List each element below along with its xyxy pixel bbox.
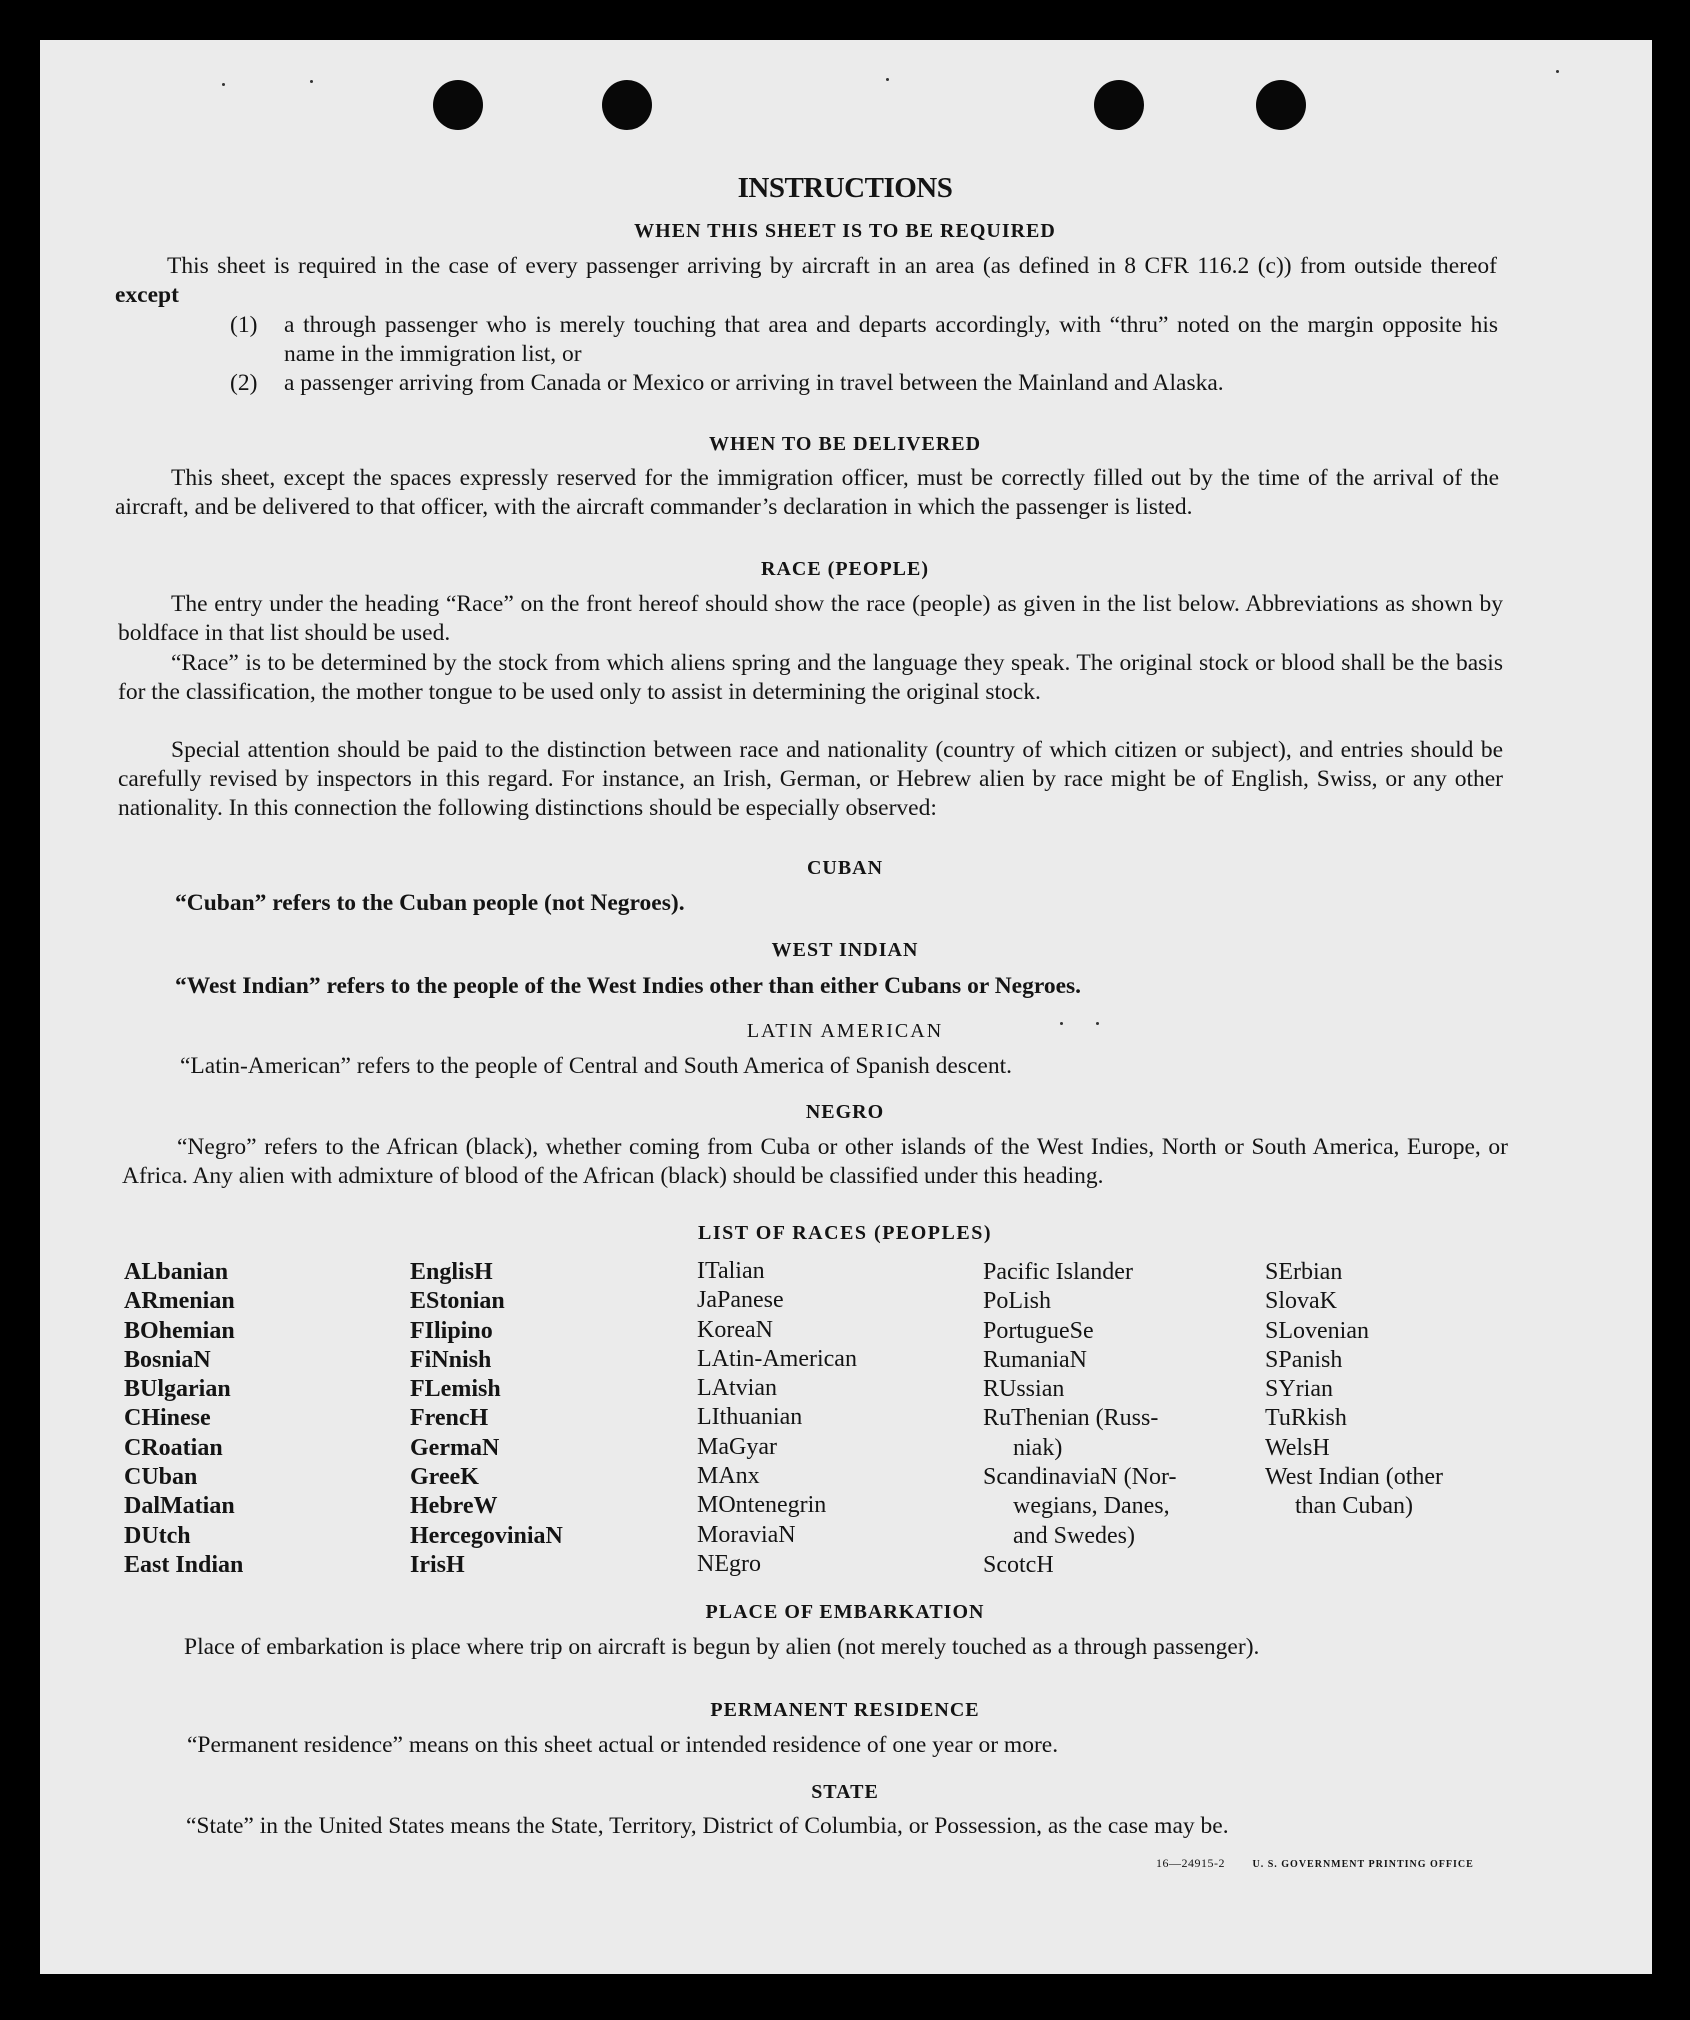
race-item: FIlipino (410, 1317, 493, 1344)
heading-when-delivered: WHEN TO BE DELIVERED (708, 433, 982, 455)
paragraph-west-indian: “West Indian” refers to the people of the West Indies other than either Cubans or Negroes. (175, 973, 1082, 999)
race-item: LAtin-American (697, 1345, 857, 1372)
race-item: ScandinaviaN (Nor- (983, 1464, 1177, 1491)
race-item-continuation: niak) (1013, 1434, 1063, 1461)
race-item: FiNnish (410, 1346, 492, 1373)
races-column-1 (124, 1258, 243, 1580)
race-item: TuRkish (1265, 1405, 1347, 1432)
item-number: (1) (230, 312, 258, 338)
race-item: SYrian (1265, 1376, 1333, 1403)
binder-hole (602, 80, 652, 130)
race-item: DUtch (124, 1522, 191, 1549)
required-item-2 (284, 369, 1498, 398)
race-item: ScotcH (983, 1551, 1054, 1578)
race-item: EnglisH (410, 1259, 493, 1285)
heading-state: STATE (811, 1781, 879, 1803)
item-number: (2) (230, 370, 258, 396)
race-item: ALbanian (124, 1259, 229, 1285)
paper-speck (222, 83, 225, 86)
required-item-1 (284, 311, 1498, 369)
binder-hole (1094, 80, 1144, 130)
race-item: RuThenian (Russ- (983, 1405, 1159, 1432)
race-item: HebreW (410, 1493, 498, 1520)
race-item: CUban (124, 1464, 198, 1491)
page-title: INSTRUCTIONS (737, 172, 953, 204)
race-item: KoreaN (697, 1316, 773, 1343)
race-item: GermaN (410, 1434, 500, 1461)
race-item: RUssian (983, 1376, 1065, 1403)
heading-west-indian: WEST INDIAN (771, 939, 919, 961)
paragraph-race-1: The entry under the heading “Race” on the front hereof should show the race (people) as given in the list below. Abbreviations as shown by boldface in that list should be used. (118, 591, 1503, 646)
heading-when-required: WHEN THIS SHEET IS TO BE REQUIRED (634, 220, 1056, 242)
race-item: FrencH (410, 1405, 489, 1432)
race-item: SErbian (1265, 1259, 1343, 1285)
heading-permanent-residence: PERMANENT RESIDENCE (710, 1699, 980, 1721)
race-item: BosniaN (124, 1346, 211, 1373)
race-item: BOhemian (124, 1317, 235, 1344)
races-column-4 (983, 1258, 1176, 1580)
paragraph-cuban: “Cuban” refers to the Cuban people (not Negroes). (175, 890, 685, 916)
race-item-continuation: than Cuban) (1295, 1493, 1413, 1520)
paragraph-residence: “Permanent residence” means on this sheet actual or intended residence of one year or more. (187, 1732, 1059, 1758)
race-item: MoraviaN (697, 1521, 796, 1548)
races-column-2 (410, 1258, 563, 1580)
paragraph-negro: “Negro” refers to the African (black), whether coming from Cuba or other islands of the West Indies, North or South America, Europe, or Africa. Any alien with admixture of blood of the African (black) should be classified under this heading. (122, 1134, 1508, 1189)
paragraph-race-2: “Race” is to be determined by the stock from which aliens spring and the language they speak. The original stock or blood shall be the basis for the classification, the mother tongue to be used only to assist in determining the original stock. (118, 650, 1503, 705)
paragraph-state: “State” in the United States means the State, Territory, District of Columbia, or Possession, as the case may be. (186, 1813, 1229, 1839)
race-item: West Indian (other (1265, 1464, 1444, 1491)
heading-list-of-races: LIST OF RACES (PEOPLES) (697, 1222, 992, 1244)
race-item: BUlgarian (124, 1376, 231, 1403)
race-item: PortugueSe (983, 1317, 1094, 1344)
race-item: SPanish (1265, 1346, 1343, 1373)
footer-print-line (1156, 1856, 1474, 1871)
race-item: FLemish (410, 1376, 501, 1403)
races-column-5 (1265, 1258, 1443, 1522)
required-intro-text: This sheet is required in the case of every passenger arriving by aircraft in an area (as defined in 8 CFR 116.2 (c)) from outside thereof (167, 253, 1497, 279)
race-item: NEgro (697, 1550, 761, 1577)
paper-speck (310, 80, 313, 83)
race-item: WelsH (1265, 1434, 1330, 1461)
binder-hole (1256, 80, 1306, 130)
paragraph-delivered: This sheet, except the spaces expressly reserved for the immigration officer, must be correctly filled out by the time of the arrival of the aircraft, and be delivered to that officer, with the aircraft commander’s declaration in which the passenger is listed. (115, 465, 1499, 520)
race-item: SLovenian (1265, 1317, 1369, 1344)
race-item: HercegoviniaN (410, 1522, 563, 1549)
required-intro-emphasis: except (115, 282, 179, 308)
heading-cuban: CUBAN (806, 857, 884, 879)
race-item: LIthuanian (697, 1404, 803, 1431)
race-item-continuation: and Swedes) (1013, 1522, 1135, 1549)
race-item: MOntenegrin (697, 1492, 827, 1519)
paper-speck (886, 78, 889, 81)
binder-hole (433, 80, 483, 130)
form-number: 16—24915-2 (1156, 1856, 1225, 1870)
paragraph-required-intro (115, 252, 1497, 310)
paragraph-latin-american: “Latin-American” refers to the people of Central and South America of Spanish descent. (180, 1053, 1013, 1079)
race-item: SlovaK (1265, 1288, 1337, 1315)
heading-race: RACE (PEOPLE) (761, 558, 929, 580)
race-item: LAtvian (697, 1375, 777, 1402)
race-item: JaPanese (697, 1287, 784, 1314)
printer-credit: U. S. GOVERNMENT PRINTING OFFICE (1252, 1859, 1474, 1870)
race-item: ITalian (697, 1258, 765, 1284)
race-item: MaGyar (697, 1433, 777, 1460)
race-item: EStonian (410, 1288, 505, 1315)
race-item: MAnx (697, 1463, 760, 1490)
heading-place-of-embarkation: PLACE OF EMBARKATION (705, 1601, 985, 1623)
race-item: Pacific Islander (983, 1259, 1133, 1285)
race-item: IrisH (410, 1551, 465, 1578)
race-item: East Indian (124, 1551, 244, 1578)
race-item: PoLish (983, 1288, 1052, 1315)
heading-negro: NEGRO (805, 1101, 885, 1123)
race-item: RumaniaN (983, 1346, 1087, 1373)
required-item-2-text: a passenger arriving from Canada or Mexico or arriving in travel between the Mainland and Alaska. (284, 370, 1224, 396)
race-item: CHinese (124, 1405, 211, 1432)
race-item: CRoatian (124, 1434, 223, 1461)
paragraph-race-3: Special attention should be paid to the distinction between race and nationality (country of which citizen or subject), and entries should be carefully revised by inspectors in this regard. For instance, an Irish, German, or Hebrew alien by race might be of English, Swiss, or any other nationality. In this connection the following distinctions should be especially observed: (118, 737, 1503, 821)
heading-latin-american: LATIN AMERICAN (746, 1020, 944, 1042)
paragraph-embarkation: Place of embarkation is place where trip on aircraft is begun by alien (not merely touched as a through passenger). (184, 1634, 1260, 1660)
race-item: GreeK (410, 1464, 479, 1491)
paper-speck (1556, 70, 1559, 73)
race-item-continuation: wegians, Danes, (1013, 1493, 1170, 1520)
required-item-1-text: a through passenger who is merely touching that area and departs accordingly, with “thru” noted on the margin opposite his name in the immigration list, or (284, 312, 1498, 367)
races-column-3 (697, 1257, 857, 1579)
race-item: ARmenian (124, 1288, 235, 1315)
race-item: DalMatian (124, 1493, 235, 1520)
